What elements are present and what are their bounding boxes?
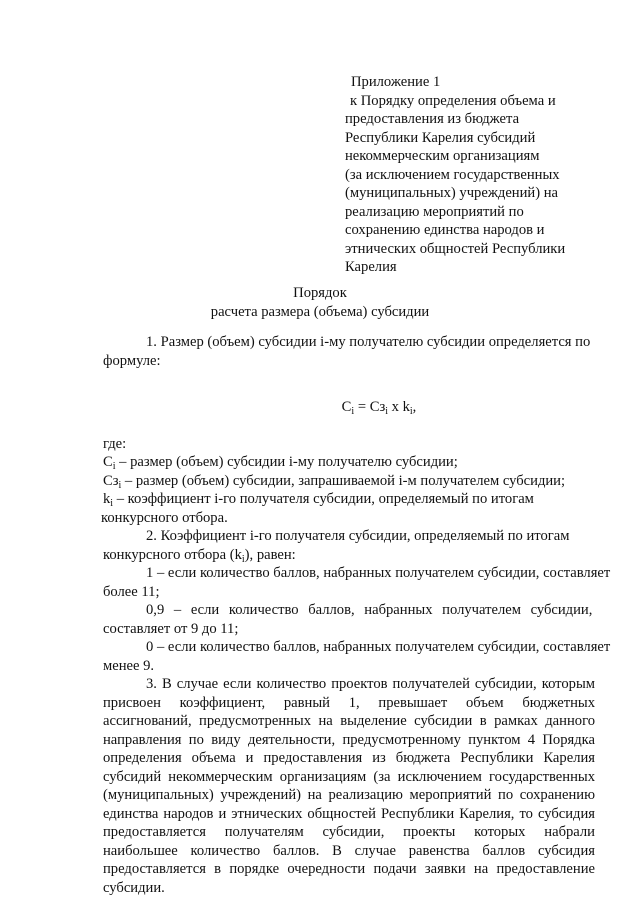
appendix-line: Приложение 1 (351, 74, 441, 90)
p2-line-1: 2. Коэффициент i-го получателя субсидии, определяемый по итогам (146, 528, 570, 544)
appendix-line: предоставления из бюджета (345, 111, 520, 127)
appendix-header (345, 73, 595, 277)
appendix-line: Республики Карелия субсидий (345, 129, 536, 146)
where-label: где: (103, 435, 127, 452)
title-line-1: Порядок (293, 285, 347, 301)
appendix-line: (муниципальных) учреждений) на (345, 185, 559, 201)
document-title (0, 284, 640, 321)
paragraph-1 (103, 333, 595, 370)
definition-czi: $Сз_i$ – размер (объем) субсидии, запрашиваемой i-м получателем субсидии; (103, 472, 566, 491)
title-line-2: расчета размера (объема) субсидии (210, 303, 430, 320)
condition-2: 0,9 – если количество баллов, набранных получателем субсидии, составляет от 9 до 11; (103, 602, 593, 637)
appendix-line: некоммерческим организациям (345, 148, 540, 164)
paragraph-2 (103, 527, 595, 564)
appendix-line: (за исключением государственных (345, 166, 560, 183)
definition-ki: $k_i$ – коэффициент i-го получателя субсидии, определяемый по итогам конкурсного отбора. (101, 491, 534, 526)
appendix-line: сохранению единства народов и (345, 222, 545, 238)
p2-line-2: конкурсного отбора $(k_i)$, равен: (103, 546, 296, 565)
formula: $C_i = Сз_i$ x $k_i$, (341, 399, 417, 417)
paragraph-3: 3. В случае если количество проектов получателей субсидии, которым присвоен коэффициент, равный 1, превышает объем бюджетных ассигнований, предусмотренных на выделение субсидии в рамках данного направления по виду деятельности, предусмотренному пунктом 4 Порядка определения объема и предоставления из бюджета Республики Карелия субсидий некоммерческим организациям (за исключением государственных (муниципальных) учреждений) на реализацию мероприятий по сохранению единства народов и этнических общностей Республики Карелия, то субсидия предоставляется получателям субсидии, проекты которых набрали наибольшее количество баллов. В случае равенства баллов субсидия предоставляется в порядке очередности подачи заявки на предоставление субсидии. (103, 676, 595, 896)
document-body (101, 333, 611, 897)
definition-ci: $C_i$ – размер (объем) субсидии i-му получателю субсидии; (103, 454, 458, 472)
condition-3: 0 – если количество баллов, набранных получателем субсидии, составляет менее 9. (103, 639, 611, 674)
appendix-line: этнических общностей Республики (345, 240, 566, 257)
appendix-line: Карелия (345, 259, 397, 275)
p1-line-1: 1. Размер (объем) субсидии i-му получателю субсидии определяется по (146, 334, 591, 350)
p1-line-2: формуле: (103, 352, 161, 369)
appendix-line: к Порядку определения объема и (350, 92, 556, 109)
appendix-line: реализацию мероприятий по (345, 203, 524, 220)
condition-1: 1 – если количество баллов, набранных получателем субсидии, составляет более 11; (103, 565, 611, 600)
